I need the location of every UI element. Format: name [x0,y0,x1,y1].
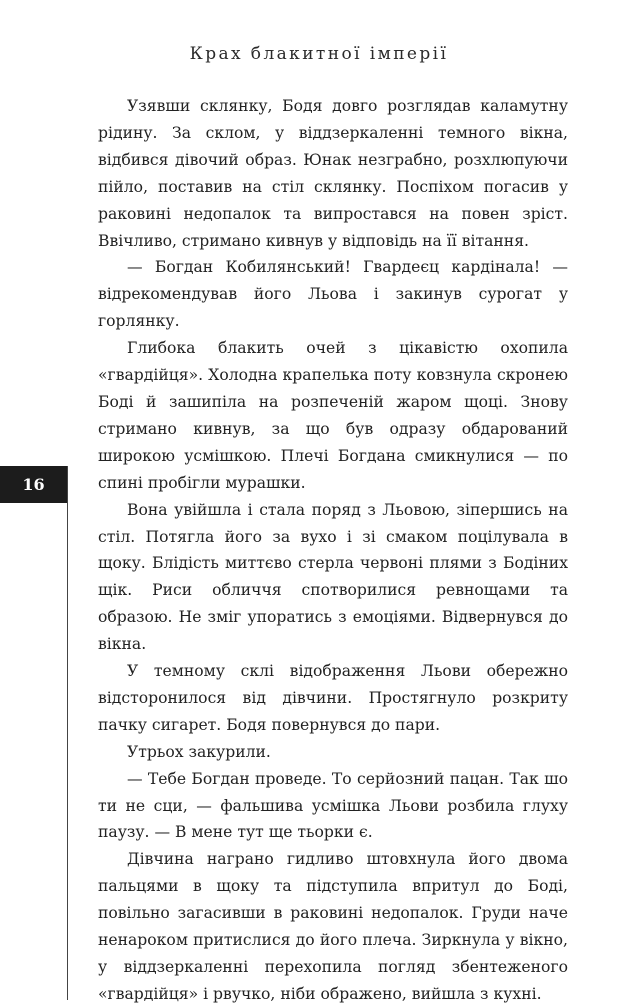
page-number: 16 [0,466,67,503]
paragraph: — Богдан Кобилянський! Гвардеєц кардінала! — відрекомендував його Льова і закинув сурогат у горлянку. [98,258,568,331]
paragraph: Дівчина награно гидливо штовхнула його двома пальцями в щоку та підступила впритул до Боді, повільно загасивши в раковині недопалок. Груди наче ненароком притислися до його плеча. Зиркнула у вікно, у віддзеркаленні перехопила погляд збентеженого «гвардійця» і рвучко, ніби ображено, вийшла з кухні. [98,850,568,1003]
margin-rule [67,466,68,1000]
body-text [98,93,568,1008]
paragraph: Вона увійшла і стала поряд з Льовою, зіпершись на стіл. Потягла його за вухо і зі смаком поцілувала в щоку. Блідість миттєво стерла червоні плями з Бодіних щік. Риси обличчя спотворилися ревнощами та образою. Не зміг упоратись з емоціями. Відвернувся до вікна. [98,500,568,654]
paragraph: Глибока блакить очей з цікавістю охопила «гвардійця». Холодна крапелька поту ковзнула скронею Боді й зашипіла на розпеченій жаром щоці. Знову стримано кивнув, за що був одразу обдарований широкою усмішкою. Плечі Богдана смикнулися — по спині пробігли мурашки. [98,339,568,492]
paragraph: Узявши склянку, Бодя довго розглядав каламутну рідину. За склом, у віддзеркаленні темного вікна, відбився дівочий образ. Юнак незграбно, розхлюпуючи пійло, поставив на стіл склянку. Поспіхом погасив у раковині недопалок та випростався на повен зріст. Ввічливо, стримано кивнув у відповідь на її вітання. [98,97,568,250]
paragraph: — Тебе Богдан проведе. То серйозний пацан. Так шо ти не сци, — фальшива усмішка Льови розбила глуху паузу. — В мене тут ще тьорки є. [98,769,568,842]
paragraph: У темному склі відображення Льови обережно відсторонилося від дівчини. Простягнуло розкриту пачку сигарет. Бодя повернувся до пари. [98,662,568,734]
paragraph: Утрьох закурили. [127,742,271,761]
running-head: Крах блакитної імперії [189,44,449,64]
